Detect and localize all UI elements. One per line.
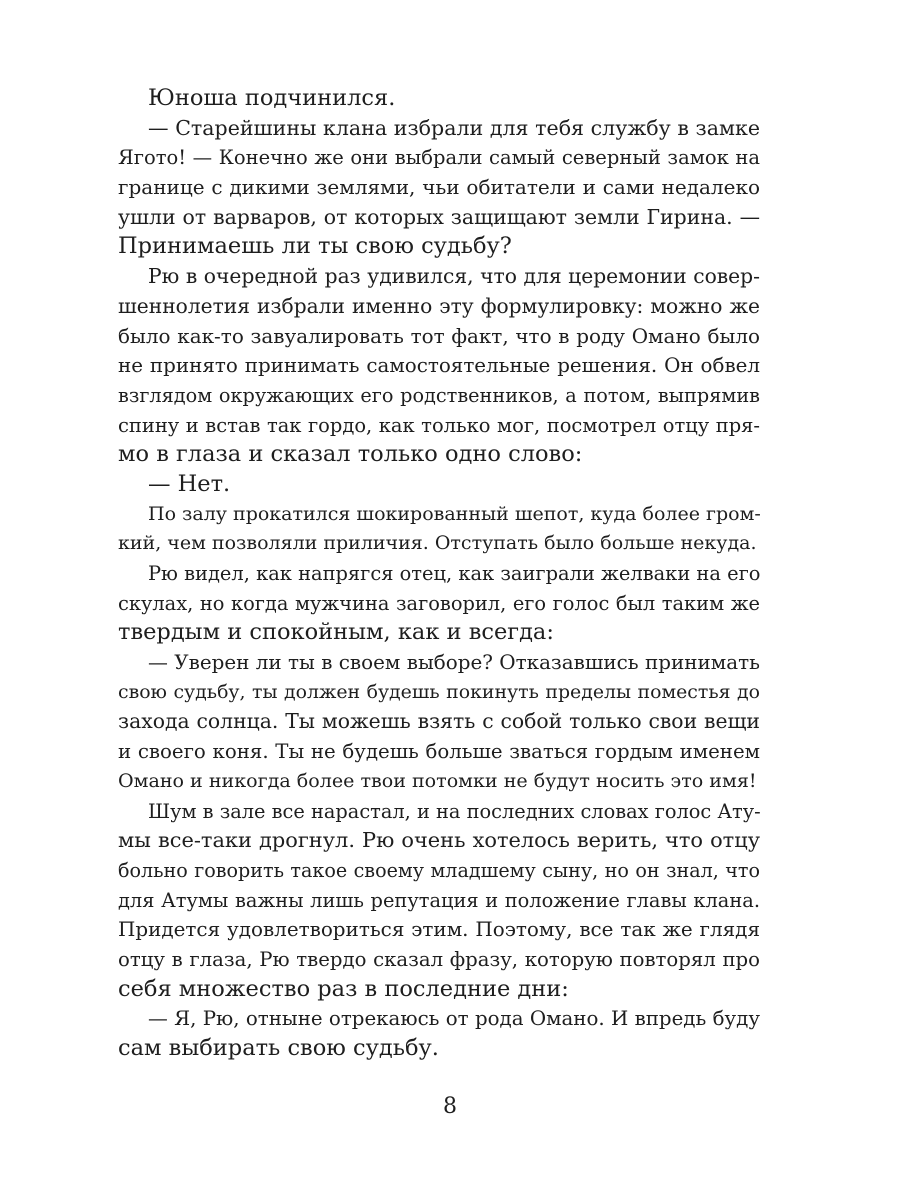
text-line: мы все-таки дрогнул. Рю очень хотелось верить, что отцу [118,828,760,853]
text-line: — Уверен ли ты в своем выборе? Отказавшись принимать [148,651,760,675]
text-line: отцу в глаза, Рю твердо сказал фразу, которую повторял про [118,947,760,971]
text-line: Придется удовлетвориться этим. Поэтому, все так же глядя [118,918,760,942]
text-line: кий, чем позволяли приличия. Отступать было больше некуда. [118,532,757,555]
text-line: — Старейшины клана избрали для тебя службу в замке [148,115,760,140]
text-line: По залу прокатился шокированный шепот, куда более гром- [148,502,761,525]
text-line: и своего коня. Ты не будешь больше зваться гордым именем [118,740,760,764]
text-line: Принимаешь ли ты свою судьбу? [118,233,512,260]
text-line: не принято принимать самостоятельные решения. Он обвел [118,354,760,378]
text-line: спину и встав так гордо, как только мог, посмотрел отцу пря- [118,413,760,437]
page-number: 8 [443,1094,457,1119]
text-line: взглядом окружающих его родственников, а потом, выпрямив [118,383,760,407]
text-line: Омано и никогда более твои потомки не будут носить это имя! [118,769,757,792]
text-line: сам выбирать свою судьбу. [118,1035,439,1061]
text-line: Ягото! — Конечно же они выбрали самый северный замок на [118,146,760,170]
text-line: себя множество раз в последние дни: [118,975,569,1002]
text-line: границе с дикими землями, чьи обитатели и сами недалеко [118,175,760,200]
text-line: для Атумы важны лишь репутация и положение главы клана. [118,888,760,912]
text-line: скулах, но когда мужчина заговорил, его голос был таким же [118,591,760,615]
text-line: — Нет. [148,470,231,497]
text-line: мо в глаза и сказал только одно слово: [118,441,583,468]
text-line: свою судьбу, ты должен будешь покинуть пределы поместья до [118,680,760,703]
text-line: твердым и спокойным, как и всегда: [118,619,554,646]
text-line: Рю в очередной раз удивился, что для церемонии совер- [148,264,760,289]
text-line: больно говорить такое своему младшему сыну, но он знал, что [118,858,760,882]
text-line: — Я, Рю, отныне отрекаюсь от рода Омано. И впредь буду [148,1007,760,1031]
text-line: захода солнца. Ты можешь взять с собой только свои вещи [118,709,760,734]
text-line: Шум в зале все нарастал, и на последних словах голос Ату- [148,799,761,823]
text-line: было как-то завуалировать тот факт, что в роду Омано было [118,323,760,348]
text-line: шеннолетия избрали именно эту формулировку: можно же [118,293,760,318]
text-line: ушли от варваров, от которых защищают земли Гирина. — [118,204,760,229]
text-line: Рю видел, как напрягся отец, как заиграли желваки на его [148,562,761,585]
body-text [118,84,760,1064]
text-line: Юноша подчинился. [148,85,396,111]
